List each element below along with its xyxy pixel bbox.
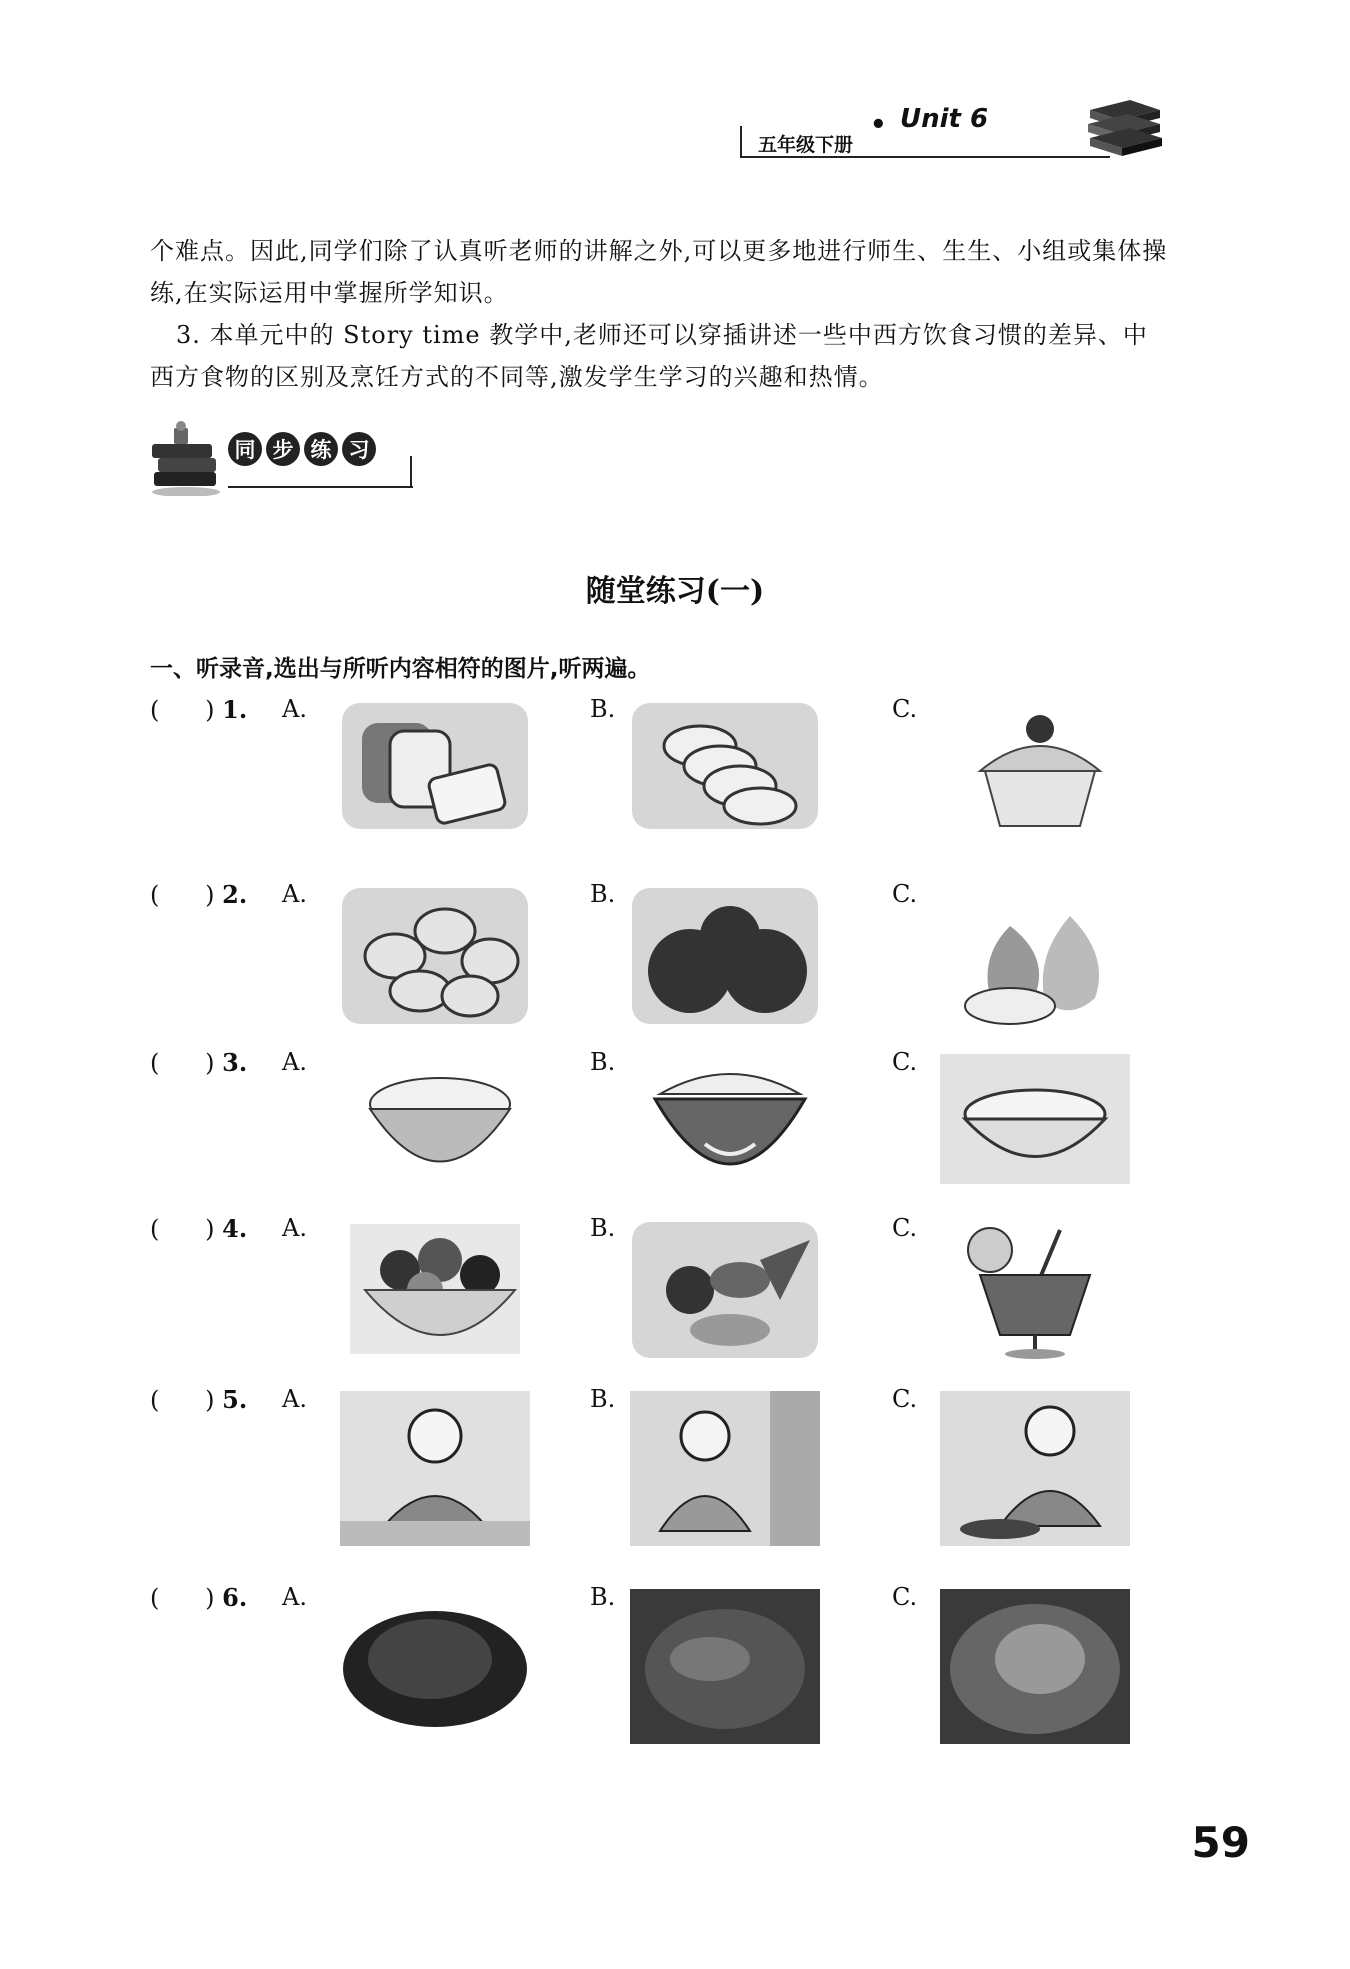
question-row bbox=[150, 695, 1200, 845]
bread-picture bbox=[340, 701, 530, 831]
cupcake-picture bbox=[940, 701, 1130, 831]
page-number: 59 bbox=[1191, 1818, 1250, 1867]
option-letter: A. bbox=[282, 1385, 307, 1413]
question-num-label: 6. bbox=[222, 1583, 248, 1612]
badge-char: 步 bbox=[266, 432, 300, 466]
noodles-bowl-picture bbox=[630, 1054, 820, 1184]
badge-underline bbox=[228, 486, 413, 488]
option-letter: A. bbox=[282, 1583, 307, 1611]
question-number bbox=[150, 1214, 247, 1243]
answer-bracket[interactable]: ( ) bbox=[150, 881, 215, 909]
option-letter: B. bbox=[590, 880, 616, 908]
question-num-label: 1. bbox=[222, 695, 248, 724]
dumplings-picture bbox=[630, 701, 820, 831]
question-row bbox=[150, 1385, 1200, 1535]
unit-label: Unit 6 bbox=[900, 104, 989, 134]
intro-paragraph-2: 3. 本单元中的 Story time 教学中,老师还可以穿插讲述一些中西方饮食习惯的差异、中西方食物的区别及烹饪方式的不同等,激发学生学习的兴趣和热情。 bbox=[150, 321, 1148, 391]
fruit-bowl-picture bbox=[340, 1220, 530, 1360]
question-number bbox=[150, 1048, 247, 1077]
header-dot: • bbox=[870, 110, 887, 140]
potatoes-picture bbox=[340, 886, 530, 1026]
juice-glass-picture bbox=[940, 1220, 1130, 1360]
answer-bracket[interactable]: ( ) bbox=[150, 1584, 215, 1612]
answer-bracket[interactable]: ( ) bbox=[150, 1049, 215, 1077]
boy-cooking-picture bbox=[940, 1391, 1130, 1546]
option-letter: C. bbox=[892, 1214, 918, 1242]
option-letter: C. bbox=[892, 1385, 918, 1413]
option-letter: A. bbox=[282, 1048, 307, 1076]
question-number bbox=[150, 1385, 247, 1414]
question-row bbox=[150, 880, 1200, 1030]
option-letter: C. bbox=[892, 1048, 918, 1076]
soup-photo bbox=[630, 1589, 820, 1744]
books-icon bbox=[1085, 92, 1165, 162]
fish-dish-photo bbox=[940, 1589, 1130, 1744]
rice-bowl-picture bbox=[340, 1054, 530, 1184]
intro-paragraph-1: 个难点。因此,同学们除了认真听老师的讲解之外,可以更多地进行师生、生生、小组或集体操练,在实际运用中掌握所学知识。 bbox=[150, 237, 1168, 307]
badge-char: 同 bbox=[228, 432, 262, 466]
page-header bbox=[740, 96, 1170, 162]
badge-side-line bbox=[410, 456, 412, 488]
badge-char: 练 bbox=[304, 432, 338, 466]
woman-in-kitchen-picture bbox=[630, 1391, 820, 1546]
option-letter: A. bbox=[282, 695, 307, 723]
question-num-label: 3. bbox=[222, 1048, 248, 1077]
exercise-title: 随堂练习(一) bbox=[585, 574, 765, 609]
option-letter: B. bbox=[590, 1385, 616, 1413]
header-tick bbox=[740, 126, 742, 156]
answer-bracket[interactable]: ( ) bbox=[150, 696, 215, 724]
answer-bracket[interactable]: ( ) bbox=[150, 1386, 215, 1414]
stack-books-icon bbox=[148, 420, 228, 496]
sync-practice-badge bbox=[148, 420, 418, 496]
question-number bbox=[150, 880, 247, 909]
badge-char: 习 bbox=[342, 432, 376, 466]
option-letter: B. bbox=[590, 1048, 616, 1076]
option-letter: C. bbox=[892, 1583, 918, 1611]
answer-bracket[interactable]: ( ) bbox=[150, 1215, 215, 1243]
question-num-label: 5. bbox=[222, 1385, 248, 1414]
grade-label: 五年级下册 bbox=[758, 134, 854, 156]
option-letter: C. bbox=[892, 695, 918, 723]
header-rule bbox=[740, 156, 1110, 158]
exercise-instruction: 一、听录音,选出与所听内容相符的图片,听两遍。 bbox=[150, 656, 651, 682]
option-letter: A. bbox=[282, 880, 307, 908]
option-letter: B. bbox=[590, 695, 616, 723]
option-letter: C. bbox=[892, 880, 918, 908]
vegetables-picture bbox=[630, 1220, 820, 1360]
option-letter: B. bbox=[590, 1214, 616, 1242]
question-number bbox=[150, 1583, 247, 1612]
boy-eating-picture bbox=[340, 1391, 530, 1546]
question-row bbox=[150, 1583, 1200, 1733]
question-row bbox=[150, 1214, 1200, 1364]
option-letter: B. bbox=[590, 1583, 616, 1611]
soup-bowl-picture bbox=[940, 1054, 1130, 1184]
option-letter: A. bbox=[282, 1214, 307, 1242]
question-num-label: 4. bbox=[222, 1214, 248, 1243]
question-number bbox=[150, 695, 247, 724]
tomatoes-picture bbox=[630, 886, 820, 1026]
question-row bbox=[150, 1048, 1200, 1198]
roast-chicken-picture bbox=[340, 1589, 530, 1744]
question-num-label: 2. bbox=[222, 880, 248, 909]
pears-picture bbox=[940, 886, 1130, 1026]
